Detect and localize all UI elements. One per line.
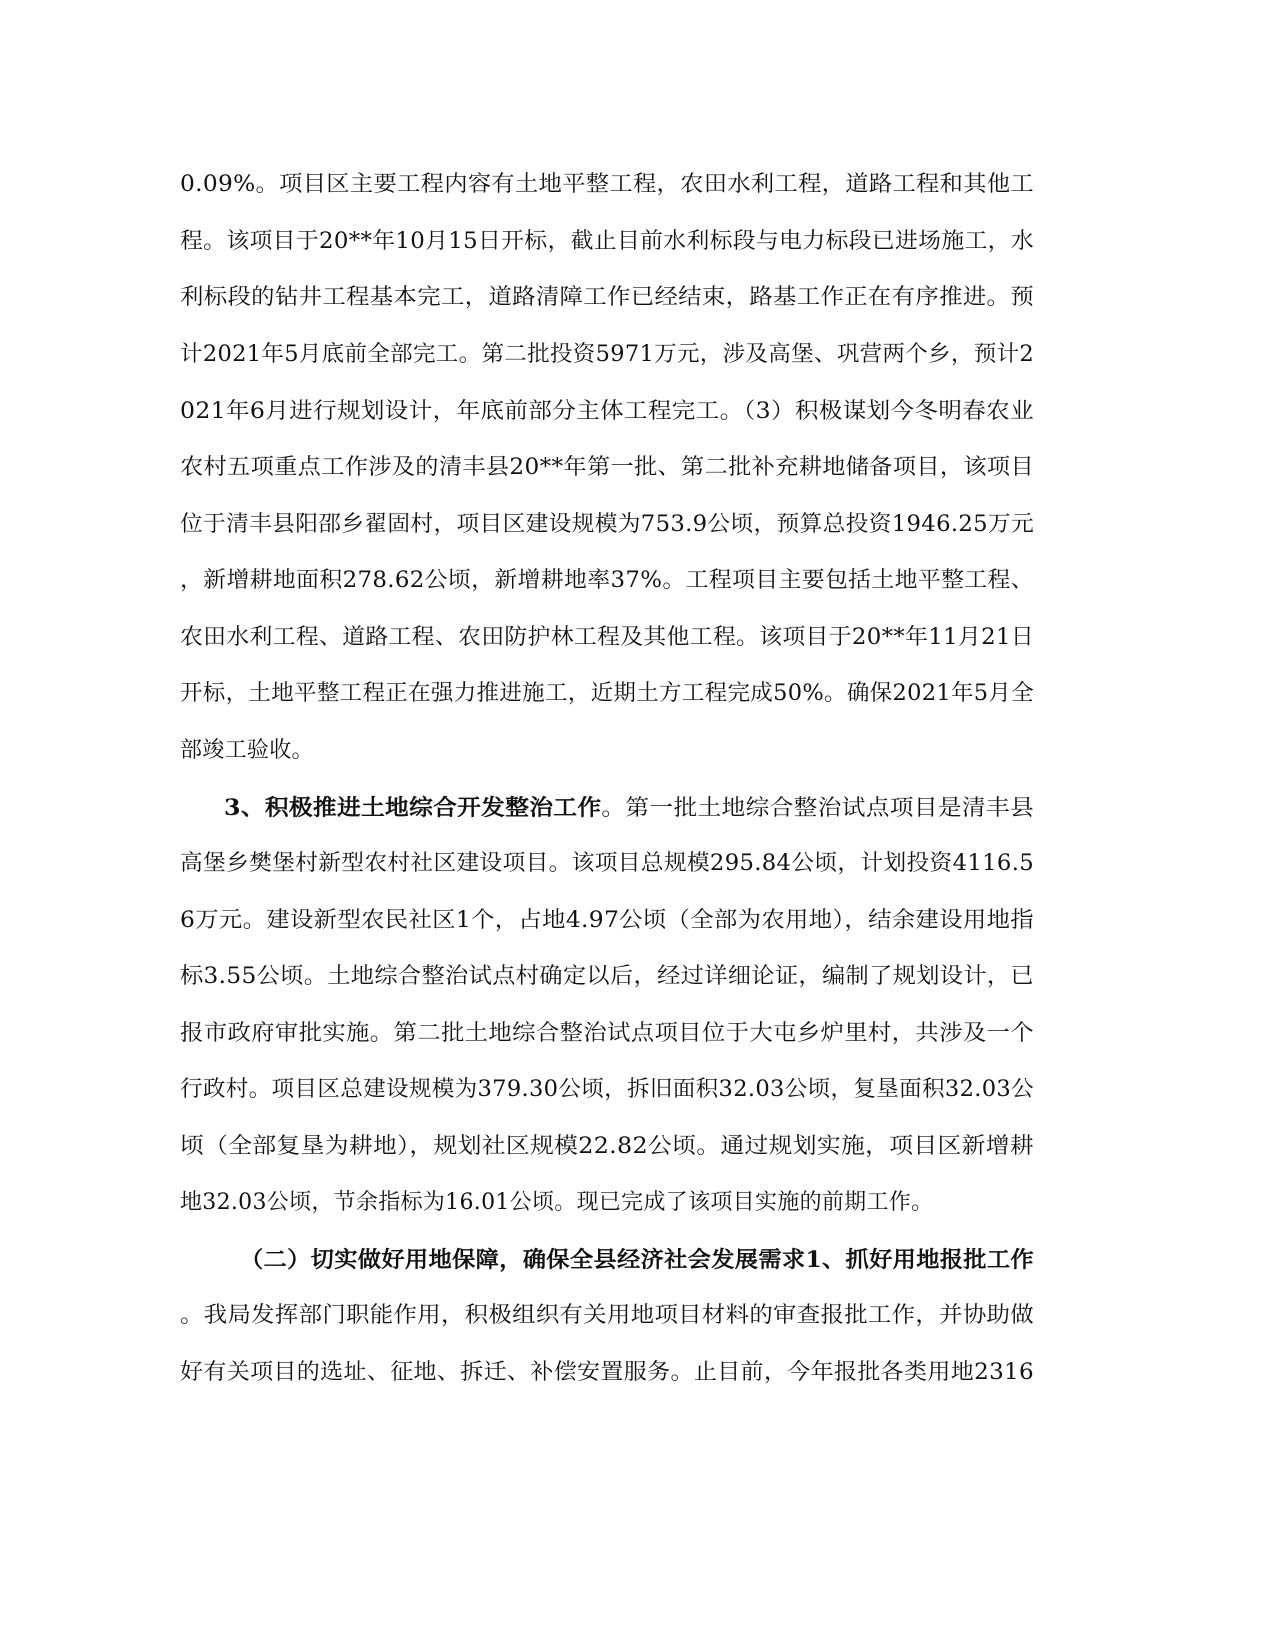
- body-text: 农田水利工程、道路工程、农田防护林工程及其他工程。该项目于20**年11月21日: [180, 625, 1034, 650]
- text-line-content: [180, 170, 1034, 200]
- text-line-content: [180, 397, 1034, 427]
- body-text: 6万元。建设新型农民社区1个，占地4.97公顷（全部为农用地），结余建设用地指: [180, 908, 1034, 933]
- body-text: 地32.03公顷，节余指标为16.01公顷。现已完成了该项目实施的前期工作。: [180, 1190, 934, 1215]
- body-text: 报市政府审批实施。第二批土地综合整治试点项目位于大屯乡炉里村，共涉及一个: [180, 1021, 1034, 1046]
- text-line: [0, 849, 1275, 879]
- text-line-content: [180, 566, 1034, 596]
- body-text: 。第一批土地综合整治试点项目是清丰县: [601, 796, 1034, 821]
- text-line-content: [180, 283, 1034, 313]
- text-line-content: [180, 1132, 1034, 1162]
- text-line: [0, 340, 1275, 370]
- body-text: 高堡乡樊堡村新型农村社区建设项目。该项目总规模295.84公顷，计划投资4116.5: [180, 851, 1034, 876]
- text-line-content: [180, 227, 1034, 257]
- text-line-content: [180, 679, 1034, 709]
- body-text: 农村五项重点工作涉及的清丰县20**年第一批、第二批补充耕地储备项目，该项目: [180, 455, 1034, 480]
- text-line: [0, 397, 1275, 427]
- body-text: 0.09%。项目区主要工程内容有土地平整工程，农田水利工程，道路工程和其他工: [180, 172, 1034, 197]
- body-text: ，新增耕地面积278.62公顷，新增耕地率37%。工程项目主要包括土地平整工程、: [180, 568, 1034, 593]
- body-text: 。我局发挥部门职能作用，积极组织有关用地项目材料的审查报批工作，并协助做: [180, 1303, 1034, 1328]
- text-line: [0, 1132, 1275, 1162]
- text-line: [0, 1358, 1275, 1388]
- text-line-content: [180, 849, 1034, 879]
- text-line-content: [180, 1075, 1034, 1105]
- text-line: [0, 1301, 1275, 1331]
- text-line-content: [180, 453, 1034, 483]
- body-text: 021年6月进行规划设计，年底前部分主体工程完工。（3）积极谋划今冬明春农业: [180, 399, 1034, 424]
- text-line: [0, 962, 1275, 992]
- body-text: 行政村。项目区总建设规模为379.30公顷，拆旧面积32.03公顷，复垦面积32.03公: [180, 1077, 1034, 1102]
- text-line: [0, 623, 1275, 653]
- body-text: 好有关项目的选址、征地、拆迁、补偿安置服务。止目前，今年报批各类用地2316: [180, 1360, 1034, 1385]
- body-text: 位于清丰县阳邵乡翟固村，项目区建设规模为753.9公顷，预算总投资1946.25万元: [180, 512, 1034, 537]
- body-text: 标3.55公顷。土地综合整治试点村确定以后，经过详细论证，编制了规划设计，已: [180, 964, 1034, 989]
- text-line-content: [180, 906, 1034, 936]
- text-line-content: [180, 623, 1034, 653]
- body-text: 程。该项目于20**年10月15日开标，截止目前水利标段与电力标段已进场施工，水: [180, 229, 1034, 254]
- text-line: [0, 736, 1275, 766]
- text-line: [0, 510, 1275, 540]
- text-line: [0, 227, 1275, 257]
- text-line: [0, 1245, 1275, 1275]
- text-line-content: [180, 340, 1034, 370]
- text-line: [0, 566, 1275, 596]
- text-line-content: [180, 510, 1034, 540]
- text-line-content: [180, 1358, 1034, 1388]
- text-line: [0, 1188, 1275, 1218]
- text-line-content: [180, 736, 314, 766]
- body-text: 开标，土地平整工程正在强力推进施工，近期土方工程完成50%。确保2021年5月全: [180, 681, 1034, 706]
- text-line: [0, 283, 1275, 313]
- body-text: 部竣工验收。: [180, 738, 314, 763]
- text-line-content: [180, 1301, 1034, 1331]
- text-line: [0, 906, 1275, 936]
- body-text: 利标段的钻井工程基本完工，道路清障工作已经结束，路基工作正在有序推进。预: [180, 285, 1034, 310]
- text-line-content: [180, 1019, 1034, 1049]
- body-text: 计2021年5月底前全部完工。第二批投资5971万元，涉及高堡、巩营两个乡，预计2: [180, 342, 1034, 367]
- bold-heading-text: 3、积极推进土地综合开发整治工作: [224, 795, 602, 821]
- text-line-content: [180, 962, 1034, 992]
- text-line-content: [224, 793, 1034, 824]
- text-line: [0, 1075, 1275, 1105]
- body-text: 顷（全部复垦为耕地），规划社区规模22.82公顷。通过规划实施，项目区新增耕: [180, 1134, 1034, 1159]
- text-line-content: [180, 1188, 933, 1218]
- text-line: [0, 679, 1275, 709]
- text-line: [0, 170, 1275, 200]
- bold-heading-text: （二）切实做好用地保障，确保全县经济社会发展需求1、抓好用地报批工作: [240, 1247, 1034, 1273]
- text-line: [0, 453, 1275, 483]
- text-line: [0, 1019, 1275, 1049]
- text-line-content: [240, 1245, 1034, 1276]
- text-line: [0, 793, 1275, 823]
